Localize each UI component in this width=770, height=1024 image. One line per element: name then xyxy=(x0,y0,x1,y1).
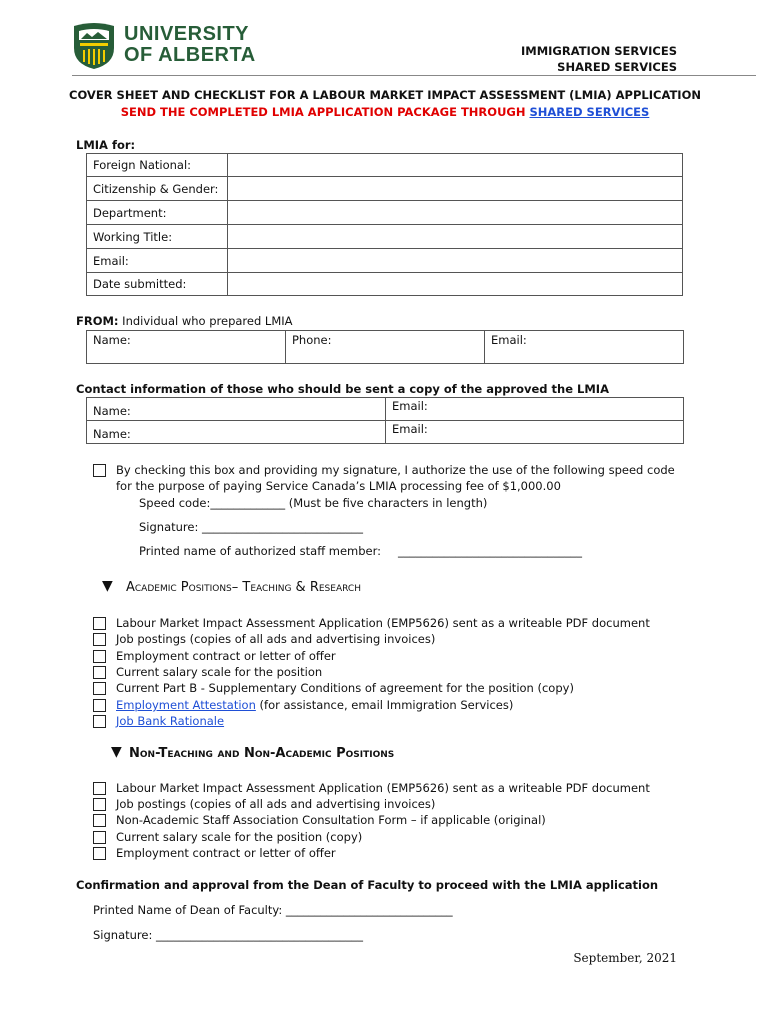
from-label-text: Individual who prepared LMIA xyxy=(118,314,293,328)
academic-checkbox-2[interactable] xyxy=(93,633,106,646)
non-teaching-item-text: Current salary scale for the position (copy) xyxy=(116,830,363,844)
academic-checkbox-1[interactable] xyxy=(93,617,106,630)
document-title: COVER SHEET AND CHECKLIST FOR A LABOUR MARKET IMPACT ASSESSMENT (LMIA) APPLICATION xyxy=(69,88,701,102)
dean-name-field[interactable]: Printed Name of Dean of Faculty: _____________________________ xyxy=(93,903,453,917)
academic-checkbox-6[interactable] xyxy=(93,699,106,712)
from-email-field[interactable]: Email: xyxy=(485,331,684,364)
date-submitted-label: Date submitted: xyxy=(87,273,228,296)
foreign-national-label: Foreign National: xyxy=(87,154,228,177)
lmia-for-label: LMIA for: xyxy=(76,138,136,152)
logo-wordmark xyxy=(124,24,256,66)
speed-code-checkbox[interactable] xyxy=(93,464,106,477)
non-teaching-heading: Non-Teaching and Non-Academic Positions xyxy=(129,746,395,761)
non-teaching-checkbox-2[interactable] xyxy=(93,798,106,811)
academic-item-text: Job postings (copies of all ads and advertising invoices) xyxy=(116,632,436,646)
non-teaching-arrow-icon: ▼ xyxy=(111,744,122,760)
non-teaching-item-text: Job postings (copies of all ads and advertising invoices) xyxy=(116,797,436,811)
crest-icon xyxy=(72,22,116,70)
subtitle-text: SEND THE COMPLETED LMIA APPLICATION PACKAGE THROUGH xyxy=(120,105,530,119)
department-line-2: SHARED SERVICES xyxy=(557,59,677,74)
dean-signature-field[interactable]: Signature: ____________________________________ xyxy=(93,928,364,942)
non-teaching-checkbox-3[interactable] xyxy=(93,814,106,827)
employment-attestation-link[interactable]: Employment Attestation xyxy=(116,698,256,712)
academic-checkbox-3[interactable] xyxy=(93,650,106,663)
authorized-staff-field[interactable]: ________________________________ xyxy=(398,544,582,558)
shared-services-link[interactable]: SHARED SERVICES xyxy=(529,105,650,119)
confirmation-label: Confirmation and approval from the Dean of Faculty to proceed with the LMIA application xyxy=(76,878,659,892)
academic-item-text: Current Part B - Supplementary Conditions of agreement for the position (copy) xyxy=(116,681,574,695)
from-table xyxy=(86,330,684,364)
non-teaching-item-text: Non-Academic Staff Association Consultation Form – if applicable (original) xyxy=(116,813,546,827)
non-teaching-item-text: Employment contract or letter of offer xyxy=(116,846,336,860)
header-divider xyxy=(72,75,756,76)
contact-1-name-field[interactable]: Name: xyxy=(87,398,386,421)
speed-code-signature-field[interactable]: Signature: ____________________________ xyxy=(139,520,364,534)
from-phone-field[interactable]: Phone: xyxy=(286,331,485,364)
lmia-for-table xyxy=(86,153,683,296)
citizenship-gender-field[interactable] xyxy=(228,177,683,201)
department-header xyxy=(521,44,677,75)
citizenship-gender-label: Citizenship & Gender: xyxy=(87,177,228,201)
from-label xyxy=(76,314,293,328)
logo-line-2: OF ALBERTA xyxy=(124,44,256,66)
non-teaching-item-text: Labour Market Impact Assessment Application (EMP5626) sent as a writeable PDF document xyxy=(116,781,650,795)
working-title-label: Working Title: xyxy=(87,225,228,249)
department-field[interactable] xyxy=(228,201,683,225)
email-label: Email: xyxy=(87,249,228,273)
academic-heading: Academic Positions– Teaching & Research xyxy=(126,580,361,595)
job-bank-rationale-link[interactable]: Job Bank Rationale xyxy=(116,714,225,728)
working-title-field[interactable] xyxy=(228,225,683,249)
academic-item-text: Current salary scale for the position xyxy=(116,665,323,679)
logo-line-1: UNIVERSITY xyxy=(124,23,250,45)
department-label: Department: xyxy=(87,201,228,225)
non-teaching-checkbox-4[interactable] xyxy=(93,831,106,844)
academic-checkbox-4[interactable] xyxy=(93,666,106,679)
academic-checkbox-7[interactable] xyxy=(93,715,106,728)
academic-checkbox-5[interactable] xyxy=(93,682,106,695)
academic-item-text: Labour Market Impact Assessment Application (EMP5626) sent as a writeable PDF document xyxy=(116,616,650,630)
academic-arrow-icon: ▼ xyxy=(102,578,113,594)
authorized-staff-label: Printed name of authorized staff member: xyxy=(139,544,382,558)
non-teaching-checkbox-1[interactable] xyxy=(93,782,106,795)
speed-code-text-2: for the purpose of paying Service Canada’s LMIA processing fee of $1,000.00 xyxy=(116,479,561,493)
contact-2-email-field[interactable]: Email: xyxy=(386,421,684,444)
non-teaching-checkbox-5[interactable] xyxy=(93,847,106,860)
contacts-table xyxy=(86,397,684,444)
date-submitted-field[interactable] xyxy=(228,273,683,296)
document-subtitle xyxy=(0,105,770,119)
contact-1-email-field[interactable]: Email: xyxy=(386,398,684,421)
contact-2-name-field[interactable]: Name: xyxy=(87,421,386,444)
footer-date: September, 2021 xyxy=(573,951,677,965)
academic-item-text: Employment contract or letter of offer xyxy=(116,649,336,663)
academic-item-text: (for assistance, email Immigration Services) xyxy=(255,698,514,712)
speed-code-field[interactable]: Speed code:_____________ (Must be five characters in length) xyxy=(139,496,488,510)
contacts-label: Contact information of those who should be sent a copy of the approved the LMIA xyxy=(76,382,609,396)
department-line-1: IMMIGRATION SERVICES xyxy=(520,44,677,58)
email-field[interactable] xyxy=(228,249,683,273)
from-label-bold: FROM: xyxy=(76,314,119,328)
foreign-national-field[interactable] xyxy=(228,154,683,177)
from-name-field[interactable]: Name: xyxy=(87,331,286,364)
speed-code-text-1: By checking this box and providing my signature, I authorize the use of the following speed code xyxy=(116,463,675,477)
